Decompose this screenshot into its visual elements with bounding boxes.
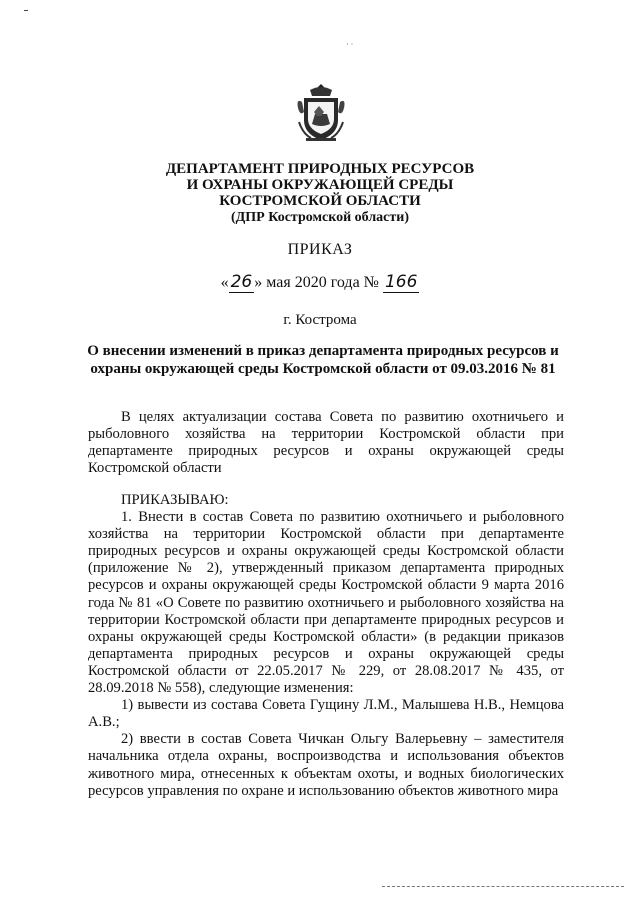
order-month-year: мая 2020 года <box>266 274 360 291</box>
item-1: 1. Внести в состав Совета по развитию охотничьего и рыболовного хозяйства на территории Костромской области при департаменте природных ресурсов и охраны окружающей среды Костромской области (приложение № 2), утвержденный приказом департамента природных ресурсов и охраны окружающей среды Костромской области 9 марта 2016 года № 81 «О Совете по развитию охотничьего и рыболовного хозяйства на территории Костромской области при департаменте природных ресурсов и охраны окружающей среды Костромской области» (в редакции приказов департамента природных ресурсов и охраны окружающей среды Костромской области от 22.05.2017 № 229, от 28.08.2017 № 435, от 28.09.2018 № 558), следующие изменения: <box>88 509 564 697</box>
department-name-line-2: И ОХРАНЫ ОКРУЖАЮЩЕЙ СРЕДЫ <box>186 177 454 193</box>
subitem-2: 2) ввести в состав Совета Чичкан Ольгу Валерьевну – заместителя начальника отдела охраны, воспроизводства и использования объектов животного мира, отнесенных к объектам охоты, и водных биологических ресурсов управления по охране и использованию объектов животного мира <box>88 731 564 799</box>
preamble-paragraph <box>88 409 564 477</box>
department-name-line-3: КОСТРОМСКОЙ ОБЛАСТИ <box>219 193 421 209</box>
scan-speck <box>24 10 28 11</box>
document-type-title: ПРИКАЗ <box>287 241 353 258</box>
scan-edge-line <box>382 886 624 888</box>
coat-of-arms-icon <box>296 82 346 144</box>
subject-line-1: О внесении изменений в приказ департамента природных ресурсов и <box>87 343 559 359</box>
department-name-line-1: ДЕПАРТАМЕНТ ПРИРОДНЫХ РЕСУРСОВ <box>165 161 475 177</box>
date-open-quote: « <box>220 274 229 291</box>
order-command: ПРИКАЗЫВАЮ: <box>121 492 229 508</box>
order-number-handwritten: 166 <box>384 272 418 292</box>
subitem-1: 1) вывести из состава Совета Гущину Л.М., Малышева Н.В., Немцова А.В.; <box>88 697 564 731</box>
date-close-quote: » <box>254 274 263 291</box>
order-date-line <box>0 272 640 292</box>
subject-line-2: охраны окружающей среды Костромской области от 09.03.2016 № 81 <box>90 361 556 377</box>
order-subject <box>78 342 568 378</box>
order-body <box>88 492 564 800</box>
preamble-text: В целях актуализации состава Совета по развитию охотничьего и рыболовного хозяйства на территории Костромской области при департаменте природных ресурсов и охраны окружающей среды Костромской области <box>88 409 564 477</box>
order-number-sign: № <box>363 274 379 291</box>
scan-speck: · · <box>346 40 354 49</box>
department-abbreviation: (ДПР Костромской области) <box>231 210 409 225</box>
city: г. Кострома <box>283 312 357 328</box>
order-day-handwritten: 26 <box>230 272 253 292</box>
